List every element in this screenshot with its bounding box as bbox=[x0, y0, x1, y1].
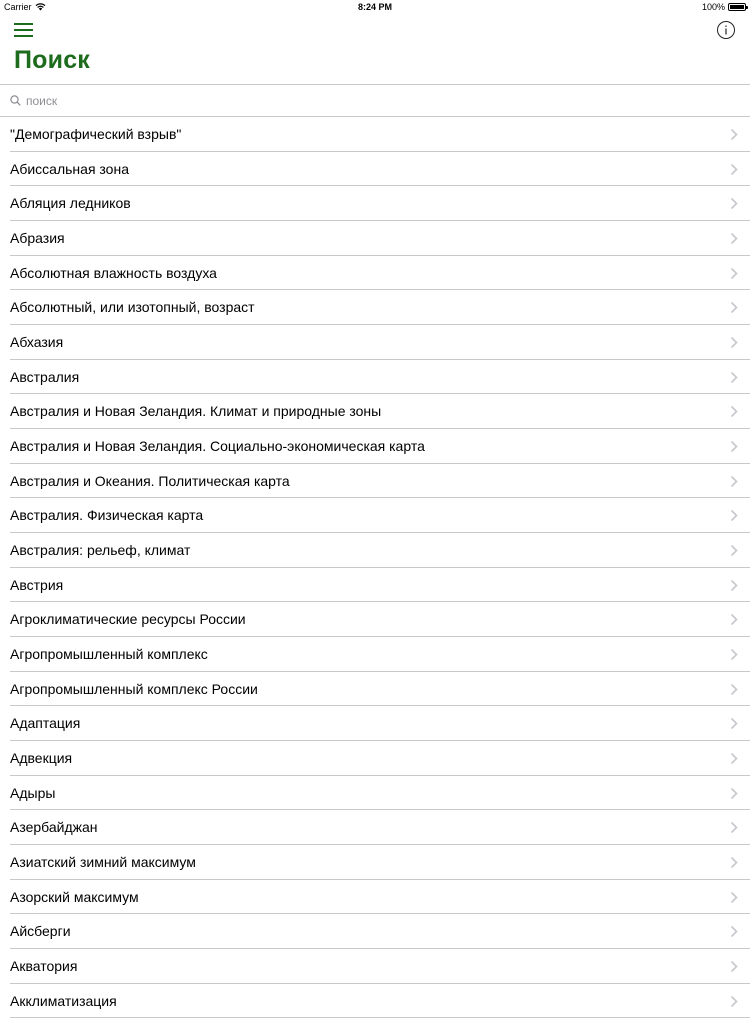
chevron-right-icon bbox=[730, 267, 738, 280]
chevron-right-icon bbox=[730, 613, 738, 626]
info-icon[interactable] bbox=[716, 20, 736, 40]
chevron-right-icon bbox=[730, 752, 738, 765]
list-item-label: Австралия и Новая Зеландия. Социально-экономическая карта bbox=[10, 437, 425, 454]
list-item-label: Агропромышленный комплекс России bbox=[10, 680, 258, 697]
list-item-label: Адвекция bbox=[10, 749, 73, 766]
chevron-right-icon bbox=[730, 336, 738, 349]
hamburger-menu-icon[interactable] bbox=[14, 22, 34, 38]
chevron-right-icon bbox=[730, 163, 738, 176]
list-item[interactable] bbox=[10, 672, 750, 707]
list-item-label: Азербайджан bbox=[10, 819, 98, 836]
list-item[interactable] bbox=[10, 533, 750, 568]
list-item[interactable] bbox=[10, 117, 750, 152]
battery-fill bbox=[730, 5, 744, 9]
list-item[interactable] bbox=[10, 325, 750, 360]
status-bar bbox=[0, 0, 750, 14]
chevron-right-icon bbox=[730, 787, 738, 800]
chevron-right-icon bbox=[730, 960, 738, 973]
search-icon bbox=[10, 95, 21, 106]
list-item-label: Абразия bbox=[10, 229, 65, 246]
carrier-label: Carrier bbox=[4, 2, 32, 12]
chevron-right-icon bbox=[730, 544, 738, 557]
chevron-right-icon bbox=[730, 925, 738, 938]
list-item-label: Азиатский зимний максимум bbox=[10, 853, 196, 870]
chevron-right-icon bbox=[730, 821, 738, 834]
list-item[interactable] bbox=[10, 984, 750, 1018]
list-item[interactable] bbox=[10, 776, 750, 811]
list-item-label: Адаптация bbox=[10, 715, 81, 732]
list-item[interactable] bbox=[10, 290, 750, 325]
list-item[interactable] bbox=[10, 914, 750, 949]
chevron-right-icon bbox=[730, 475, 738, 488]
chevron-right-icon bbox=[730, 301, 738, 314]
list-item[interactable] bbox=[10, 880, 750, 915]
chevron-right-icon bbox=[730, 509, 738, 522]
list-item-label: Агроклиматические ресурсы России bbox=[10, 611, 246, 628]
page-title: Поиск bbox=[14, 46, 91, 74]
list-item[interactable] bbox=[10, 949, 750, 984]
list-item[interactable] bbox=[10, 464, 750, 499]
search-input[interactable] bbox=[26, 94, 676, 108]
list-item[interactable] bbox=[10, 186, 750, 221]
list-item-label: Австралия и Новая Зеландия. Климат и природные зоны bbox=[10, 403, 382, 420]
list-item-label: Акклиматизация bbox=[10, 992, 117, 1009]
list-item[interactable] bbox=[10, 810, 750, 845]
list-item[interactable] bbox=[10, 152, 750, 187]
list-item[interactable] bbox=[10, 741, 750, 776]
chevron-right-icon bbox=[730, 197, 738, 210]
chevron-right-icon bbox=[730, 683, 738, 696]
list-item-label: Абхазия bbox=[10, 333, 64, 350]
battery-percent: 100% bbox=[701, 2, 725, 12]
list-item[interactable] bbox=[10, 845, 750, 880]
list-item[interactable] bbox=[10, 221, 750, 256]
list-item[interactable] bbox=[10, 568, 750, 603]
list-item-label: Агропромышленный комплекс bbox=[10, 645, 208, 662]
chevron-right-icon bbox=[730, 232, 738, 245]
list-item-label: Адыры bbox=[10, 784, 56, 801]
chevron-right-icon bbox=[730, 891, 738, 904]
list-item-label: Австралия и Океания. Политическая карта bbox=[10, 472, 290, 489]
list-item-label: Абсолютная влажность воздуха bbox=[10, 264, 217, 281]
list-item-label: Акватория bbox=[10, 957, 78, 974]
list-item-label: Айсберги bbox=[10, 923, 71, 940]
chevron-right-icon bbox=[730, 128, 738, 141]
status-time: 8:24 PM bbox=[357, 2, 392, 12]
list-item-label: Азорский максимум bbox=[10, 888, 139, 905]
chevron-right-icon bbox=[730, 648, 738, 661]
battery-icon bbox=[728, 3, 746, 11]
list-item-label: "Демографический взрыв" bbox=[10, 125, 182, 142]
list-item[interactable] bbox=[10, 429, 750, 464]
chevron-right-icon bbox=[730, 579, 738, 592]
list-item-label: Абляция ледников bbox=[10, 195, 131, 212]
status-right bbox=[702, 0, 746, 14]
chevron-right-icon bbox=[730, 856, 738, 869]
list-item[interactable] bbox=[10, 256, 750, 291]
chevron-right-icon bbox=[730, 371, 738, 384]
search-bar[interactable] bbox=[0, 85, 750, 116]
list-item-label: Австрия bbox=[10, 576, 64, 593]
chevron-right-icon bbox=[730, 440, 738, 453]
list-item-label: Австралия. Физическая карта bbox=[10, 507, 204, 524]
list-item-label: Австралия: рельеф, климат bbox=[10, 541, 191, 558]
list-item[interactable] bbox=[10, 394, 750, 429]
chevron-right-icon bbox=[730, 405, 738, 418]
list-item-label: Абсолютный, или изотопный, возраст bbox=[10, 299, 255, 316]
list-item[interactable] bbox=[10, 637, 750, 672]
list-item[interactable] bbox=[10, 706, 750, 741]
chevron-right-icon bbox=[730, 717, 738, 730]
chevron-right-icon bbox=[730, 995, 738, 1008]
term-list bbox=[0, 117, 750, 1018]
list-item[interactable] bbox=[10, 498, 750, 533]
list-item[interactable] bbox=[10, 602, 750, 637]
list-item-label: Австралия bbox=[10, 368, 80, 385]
list-item[interactable] bbox=[10, 360, 750, 395]
list-item-label: Абиссальная зона bbox=[10, 160, 129, 177]
